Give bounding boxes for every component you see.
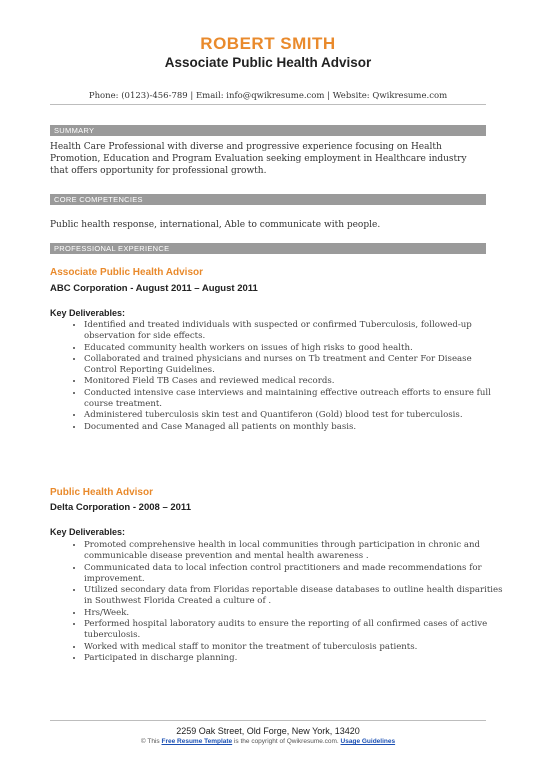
contact-line: Phone: (0123)-456-789 | Email: info@qwikresume.com | Website: Qwikresume.com: [88, 91, 448, 101]
list-item: • Participated in discharge planning.: [84, 653, 504, 664]
section-heading-competencies: CORE COMPETENCIES: [50, 194, 486, 205]
list-item: • Documented and Case Managed all patients on monthly basis.: [84, 422, 504, 433]
summary-text: Health Care Professional with diverse and progressive experience focusing on Health Promotion, Education and Program Evaluation seeking employment in Healthcare industry that offers opportunity for professional growth.: [50, 142, 467, 176]
list-item: • Educated community health workers on issues of high risks to good health.: [84, 343, 504, 354]
list-item: • Hrs/Week.: [84, 608, 504, 619]
footer-divider: [50, 720, 486, 721]
job-role: Public Health Advisor: [50, 487, 153, 498]
copyright-prefix: © This: [140, 738, 162, 745]
list-item: • Communicated data to local infection control practitioners and made recommendations for improvement.: [84, 563, 504, 586]
list-item: • Identified and treated individuals with suspected or confirmed Tuberculosis, followed-up observation for side effects.: [84, 320, 504, 343]
usage-guidelines-link[interactable]: Usage Guidelines: [340, 738, 396, 745]
section-heading-summary: SUMMARY: [50, 125, 486, 136]
list-item: • Worked with medical staff to monitor the treatment of tuberculosis patients.: [84, 642, 504, 653]
section-heading-experience: PROFESSIONAL EXPERIENCE: [50, 243, 486, 254]
list-item: • Promoted comprehensive health in local communities through participation in chronic and communicable disease prevention and mental health awareness .: [84, 540, 504, 563]
list-item: • Performed hospital laboratory audits to ensure the reporting of all confirmed cases of active tuberculosis.: [84, 619, 504, 642]
list-item: • Administered tuberculosis skin test and Quantiferon (Gold) blood test for tuberculosis.: [84, 410, 504, 421]
list-item: • Conducted intensive case interviews and maintaining effective outreach efforts to ensure full course treatment.: [84, 388, 504, 411]
copyright-middle: is the copyright of Qwikresume.com.: [232, 738, 341, 745]
job-company: Delta Corporation - 2008 – 2011: [50, 502, 191, 513]
competencies-text: Public health response, international, Able to communicate with people.: [50, 220, 381, 230]
footer-address: 2259 Oak Street, Old Forge, New York, 13420: [176, 726, 360, 736]
candidate-name: ROBERT SMITH: [200, 34, 336, 53]
divider: [50, 104, 486, 105]
key-deliverables-label: Key Deliverables:: [50, 308, 126, 318]
free-resume-template-link[interactable]: Free Resume Template: [161, 738, 233, 745]
deliverables-list: [58, 320, 504, 433]
deliverables-list: [58, 540, 504, 664]
job-role: Associate Public Health Advisor: [50, 267, 204, 278]
candidate-title: Associate Public Health Advisor: [164, 55, 372, 70]
footer-copyright: [0, 738, 536, 745]
job-company: ABC Corporation - August 2011 – August 2011: [50, 283, 258, 294]
list-item: • Monitored Field TB Cases and reviewed medical records.: [84, 376, 504, 387]
list-item: • Utilized secondary data from Floridas reportable disease databases to outline health disparities in Southwest Florida Created a culture of .: [84, 585, 504, 608]
key-deliverables-label: Key Deliverables:: [50, 527, 126, 537]
list-item: • Collaborated and trained physicians and nurses on Tb treatment and Center For Disease Control Reporting Guidelines.: [84, 354, 504, 377]
